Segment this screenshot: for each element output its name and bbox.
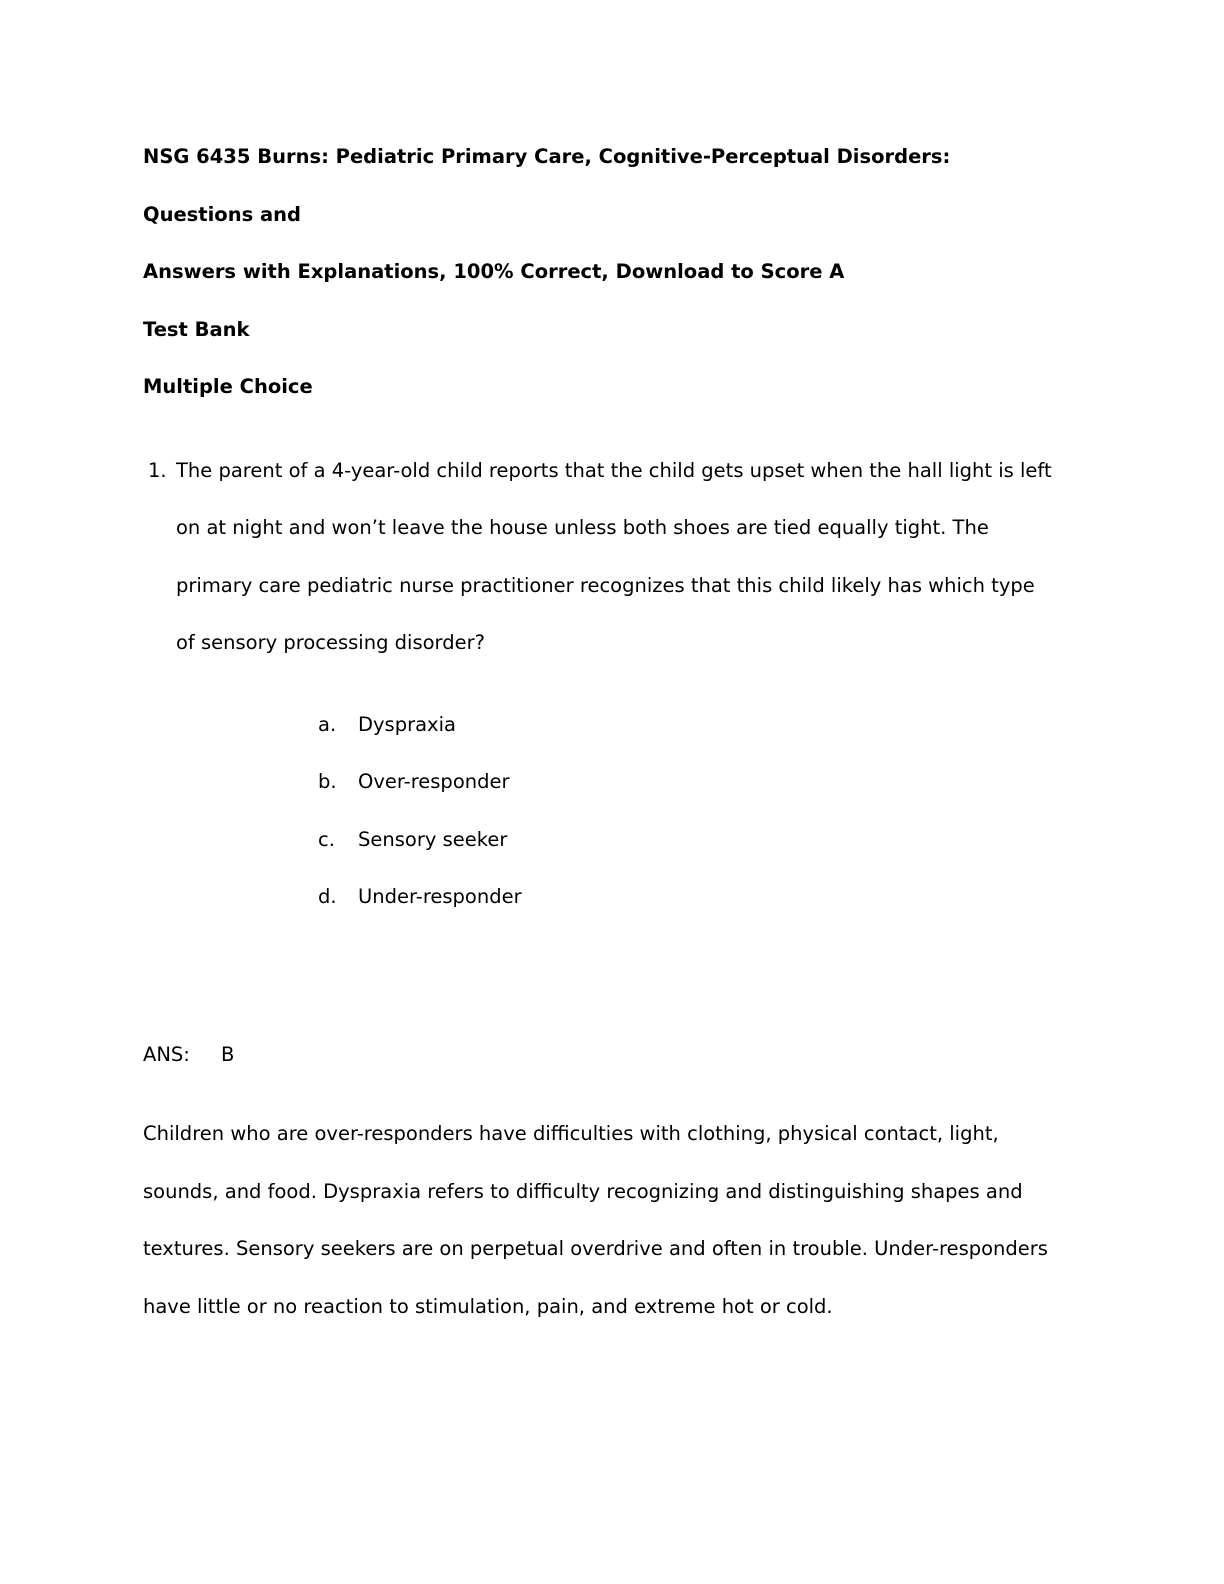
document-title-line-1: NSG 6435 Burns: Pediatric Primary Care, Cognitive-Perceptual Disorders: Questions and xyxy=(143,145,951,226)
choice-c xyxy=(318,811,1074,869)
answer-row xyxy=(143,1026,1074,1084)
choice-a-text: Dyspraxia xyxy=(358,712,456,736)
question-1 xyxy=(143,442,1074,672)
choice-d-text: Under-responder xyxy=(358,885,522,909)
answer-explanation: Children who are over-responders have difficulties with clothing, physical contact, light, sounds, and food. Dyspraxia refers to difficulty recognizing and distinguishing shapes and textures. Sensory seekers are on perpetual overdrive and often in trouble. Under-responders have little or no reaction to stimulation, pain, and extreme hot or cold. xyxy=(143,1122,1048,1318)
choice-a xyxy=(318,696,1074,754)
answer-value: B xyxy=(221,1042,235,1066)
heading-test-bank: Test Bank xyxy=(143,317,250,341)
choice-b-letter: b. xyxy=(318,770,337,794)
choice-c-text: Sensory seeker xyxy=(358,827,508,851)
question-1-text: The parent of a 4-year-old child reports that the child gets upset when the hall light is left on at night and won’t leave the house unless both shoes are tied equally tight. The primary care pediatric nurse practitioner recognizes that this child likely has which type of sensory processing disorder? xyxy=(176,458,1052,655)
choice-d xyxy=(318,868,1074,926)
choice-c-letter: c. xyxy=(318,827,335,851)
choice-d-letter: d. xyxy=(318,885,337,909)
document-title-line-2: Answers with Explanations, 100% Correct, Download to Score A xyxy=(143,260,845,284)
choice-b-text: Over-responder xyxy=(358,770,510,794)
question-1-number: 1. xyxy=(148,458,167,482)
choice-b xyxy=(318,753,1074,811)
choice-a-letter: a. xyxy=(318,712,337,736)
document-title xyxy=(143,128,1023,301)
heading-multiple-choice: Multiple Choice xyxy=(143,375,313,399)
answer-label: ANS: xyxy=(143,1042,190,1066)
question-1-choices xyxy=(143,696,1074,926)
